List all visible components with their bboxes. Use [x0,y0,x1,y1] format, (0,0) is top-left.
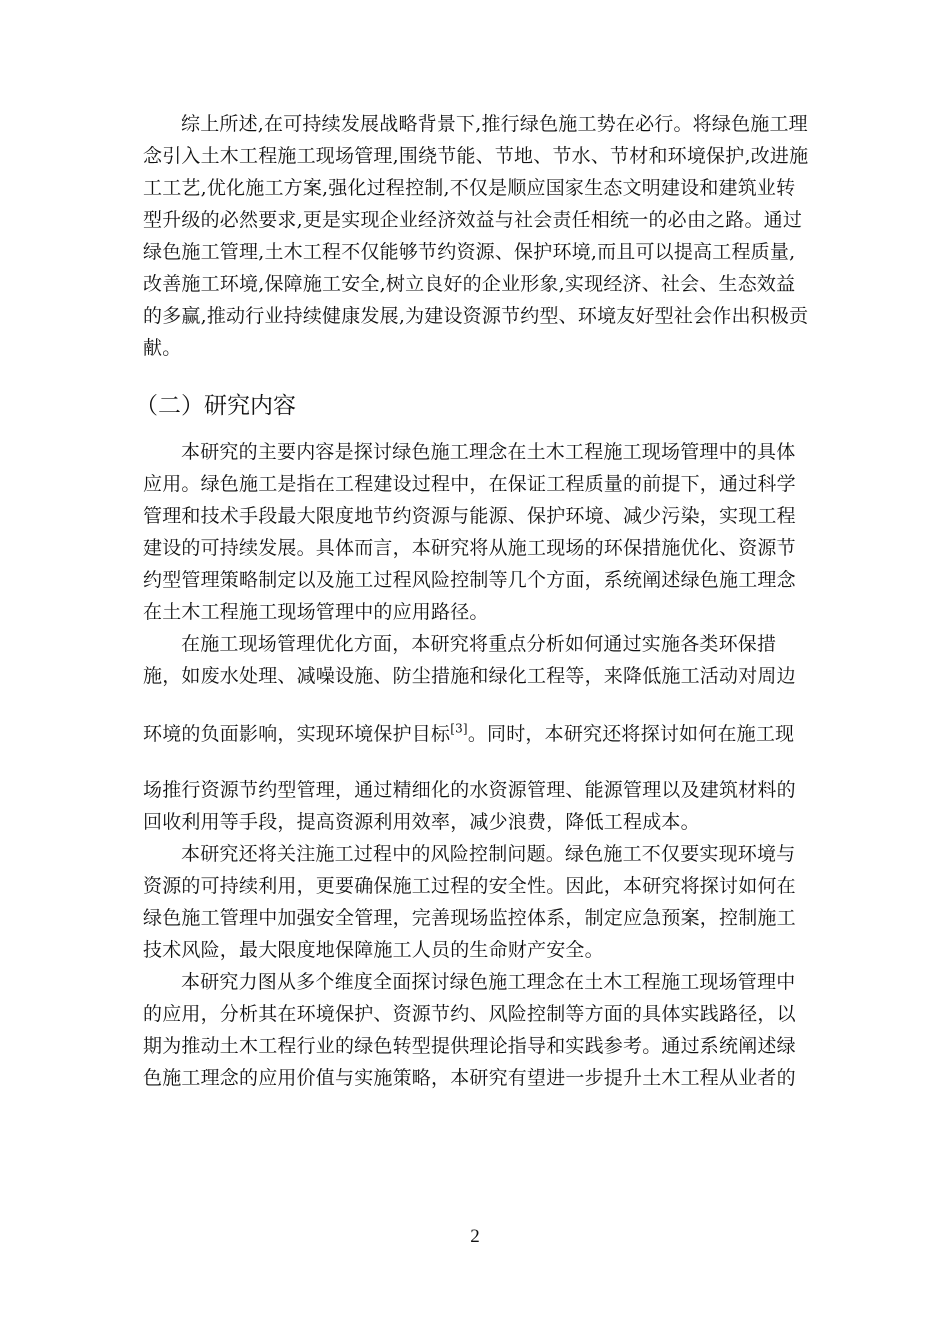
text-line: 改善施工环境,保障施工安全,树立良好的企业形象,实现经济、社会、生态效益 [143,273,796,295]
text-line: 期为推动土木工程行业的绿色转型提供理论指导和实践参考。通过系统阐述绿 [143,1035,796,1057]
text-line: 在土木工程施工现场管理中的应用路径。 [143,601,489,623]
text-segment: 环境的负面影响，实现环境保护目标 [143,723,451,745]
text-line: 绿色施工管理中加强安全管理，完善现场监控体系，制定应急预案，控制施工 [143,907,796,929]
text-line: 施，如废水处理、减噪设施、防尘措施和绿化工程等，来降低施工活动对周边 [143,665,796,687]
text-line: 在施工现场管理优化方面，本研究将重点分析如何通过实施各类环保措 [181,633,777,655]
text-line: 本研究力图从多个维度全面探讨绿色施工理念在土木工程施工现场管理中 [181,971,796,993]
text-line: 管理和技术手段最大限度地节约资源与能源、保护环境、减少污染，实现工程 [143,505,796,527]
text-line: 场推行资源节约型管理，通过精细化的水资源管理、能源管理以及建筑材料的 [143,779,796,801]
page-number: 2 [470,1226,480,1247]
text-line: 回收利用等手段，提高资源利用效率，减少浪费，降低工程成本。 [143,811,700,833]
text-line: 综上所述,在可持续发展战略背景下,推行绿色施工势在必行。将绿色施工理 [181,113,808,135]
text-line: 本研究的主要内容是探讨绿色施工理念在土木工程施工现场管理中的具体 [181,441,796,463]
conclusion-paragraph [143,966,807,1094]
text-line-with-citation [143,718,807,762]
site-management-paragraph [143,628,807,838]
text-line: 本研究还将关注施工过程中的风险控制问题。绿色施工不仅要实现环境与 [181,843,796,865]
document-page [135,108,809,1094]
text-line: 技术风险，最大限度地保障施工人员的生命财产安全。 [143,939,604,961]
text-line: 建设的可持续发展。具体而言，本研究将从施工现场的环保措施优化、资源节 [143,537,796,559]
summary-paragraph [143,108,807,364]
text-line: 的多赢,推动行业持续健康发展,为建设资源节约型、环境友好型社会作出积极贡 [143,305,809,327]
risk-control-paragraph [143,838,807,966]
citation-link[interactable]: [3] [450,721,468,736]
text-line: 绿色施工管理,土木工程不仅能够节约资源、保护环境,而且可以提高工程质量, [143,241,796,263]
text-line: 念引入土木工程施工现场管理,围绕节能、节地、节水、节材和环境保护,改进施 [143,145,809,167]
text-line: 型升级的必然要求,更是实现企业经济效益与社会责任相统一的必由之路。通过 [143,209,803,231]
research-content-paragraph [143,436,807,628]
text-line: 应用。绿色施工是指在工程建设过程中，在保证工程质量的前提下，通过科学 [143,473,796,495]
text-line: 约型管理策略制定以及施工过程风险控制等几个方面，系统阐述绿色施工理念 [143,569,796,591]
text-line: 色施工理念的应用价值与实施策略，本研究有望进一步提升土木工程从业者的 [143,1067,796,1089]
text-line: 献。 [143,337,182,359]
section-heading: （二）研究内容 [135,393,296,419]
text-segment: 。同时，本研究还将探讨如何在施工现 [467,723,795,745]
text-line: 资源的可持续利用，更要确保施工过程的安全性。因此，本研究将探讨如何在 [143,875,796,897]
text-line: 工工艺,优化施工方案,强化过程控制,不仅是顺应国家生态文明建设和建筑业转 [143,177,796,199]
text-line: 的应用，分析其在环境保护、资源节约、风险控制等方面的具体实践路径，以 [143,1003,796,1025]
